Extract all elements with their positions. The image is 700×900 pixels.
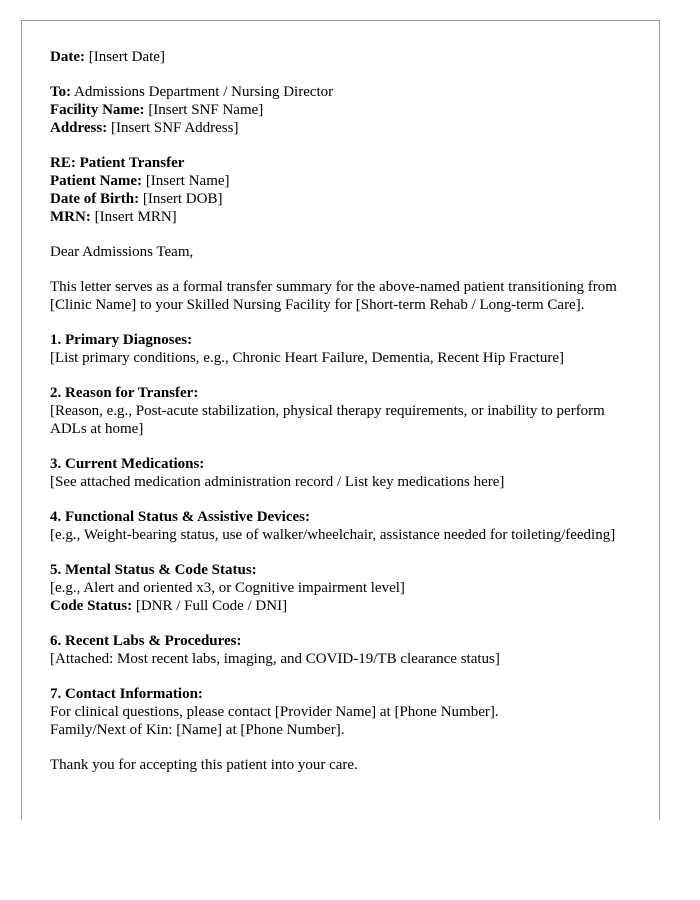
dob-label: Date of Birth: bbox=[50, 191, 140, 207]
patient-block bbox=[50, 154, 630, 226]
code-status-line bbox=[50, 597, 630, 615]
dob-line bbox=[50, 190, 630, 208]
section-title-labs: 6. Recent Labs & Procedures: bbox=[50, 633, 242, 649]
contact-line-provider: For clinical questions, please contact [Provider Name] at [Phone Number]. bbox=[50, 704, 499, 720]
salutation-block bbox=[50, 243, 630, 261]
section-functional bbox=[50, 508, 630, 544]
facility-value: [Insert SNF Name] bbox=[144, 102, 264, 118]
section-text-reason: [Reason, e.g., Post-acute stabilization, physical therapy requirements, or inability to perform ADLs at home] bbox=[50, 403, 605, 437]
section-text-functional: [e.g., Weight-bearing status, use of walker/wheelchair, assistance needed for toileting/feeding] bbox=[50, 527, 616, 543]
section-text-diagnoses: [List primary conditions, e.g., Chronic Heart Failure, Dementia, Recent Hip Fracture] bbox=[50, 350, 565, 366]
section-contact bbox=[50, 685, 630, 739]
letter-page bbox=[21, 20, 660, 820]
section-diagnoses bbox=[50, 331, 630, 367]
to-label: To: bbox=[50, 84, 72, 100]
salutation: Dear Admissions Team, bbox=[50, 244, 194, 260]
re-line: RE: Patient Transfer bbox=[50, 155, 185, 171]
section-text-labs: [Attached: Most recent labs, imaging, and COVID-19/TB clearance status] bbox=[50, 651, 500, 667]
date-value: [Insert Date] bbox=[84, 49, 165, 65]
code-status-label: Code Status: bbox=[50, 598, 133, 614]
dob-value: [Insert DOB] bbox=[139, 191, 223, 207]
section-text-medications: [See attached medication administration record / List key medications here] bbox=[50, 474, 505, 490]
address-label: Address: bbox=[50, 120, 108, 136]
mrn-label: MRN: bbox=[50, 209, 91, 225]
section-medications bbox=[50, 455, 630, 491]
section-title-mental: 5. Mental Status & Code Status: bbox=[50, 562, 257, 578]
closing-thanks: Thank you for accepting this patient into your care. bbox=[50, 757, 358, 773]
patient-name-line bbox=[50, 172, 630, 190]
section-title-contact: 7. Contact Information: bbox=[50, 686, 203, 702]
to-value: Admissions Department / Nursing Director bbox=[71, 84, 334, 100]
intro-paragraph: This letter serves as a formal transfer summary for the above-named patient transitioning from [Clinic Name] to your Skilled Nursing Facility for [Short-term Rehab / Long-term Care]. bbox=[50, 279, 617, 313]
facility-line bbox=[50, 101, 630, 119]
contact-line-family: Family/Next of Kin: [Name] at [Phone Number]. bbox=[50, 722, 345, 738]
section-title-diagnoses: 1. Primary Diagnoses: bbox=[50, 332, 193, 348]
section-mental bbox=[50, 561, 630, 615]
section-title-functional: 4. Functional Status & Assistive Devices: bbox=[50, 509, 310, 525]
letter-content bbox=[50, 48, 630, 791]
mrn-value: [Insert MRN] bbox=[90, 209, 177, 225]
date-label: Date: bbox=[50, 49, 85, 65]
section-reason bbox=[50, 384, 630, 438]
section-title-reason: 2. Reason for Transfer: bbox=[50, 385, 199, 401]
address-line bbox=[50, 119, 630, 137]
closing-block bbox=[50, 756, 630, 774]
section-title-medications: 3. Current Medications: bbox=[50, 456, 205, 472]
date-line bbox=[50, 48, 630, 66]
section-labs bbox=[50, 632, 630, 668]
patient-name-value: [Insert Name] bbox=[142, 173, 230, 189]
recipient-block bbox=[50, 83, 630, 137]
code-status-value: [DNR / Full Code / DNI] bbox=[132, 598, 288, 614]
mrn-line bbox=[50, 208, 630, 226]
section-text-mental: [e.g., Alert and oriented x3, or Cognitive impairment level] bbox=[50, 580, 405, 596]
patient-name-label: Patient Name: bbox=[50, 173, 143, 189]
address-value: [Insert SNF Address] bbox=[107, 120, 239, 136]
to-line bbox=[50, 83, 630, 101]
facility-label: Facility Name: bbox=[50, 102, 145, 118]
header-block bbox=[50, 48, 630, 66]
